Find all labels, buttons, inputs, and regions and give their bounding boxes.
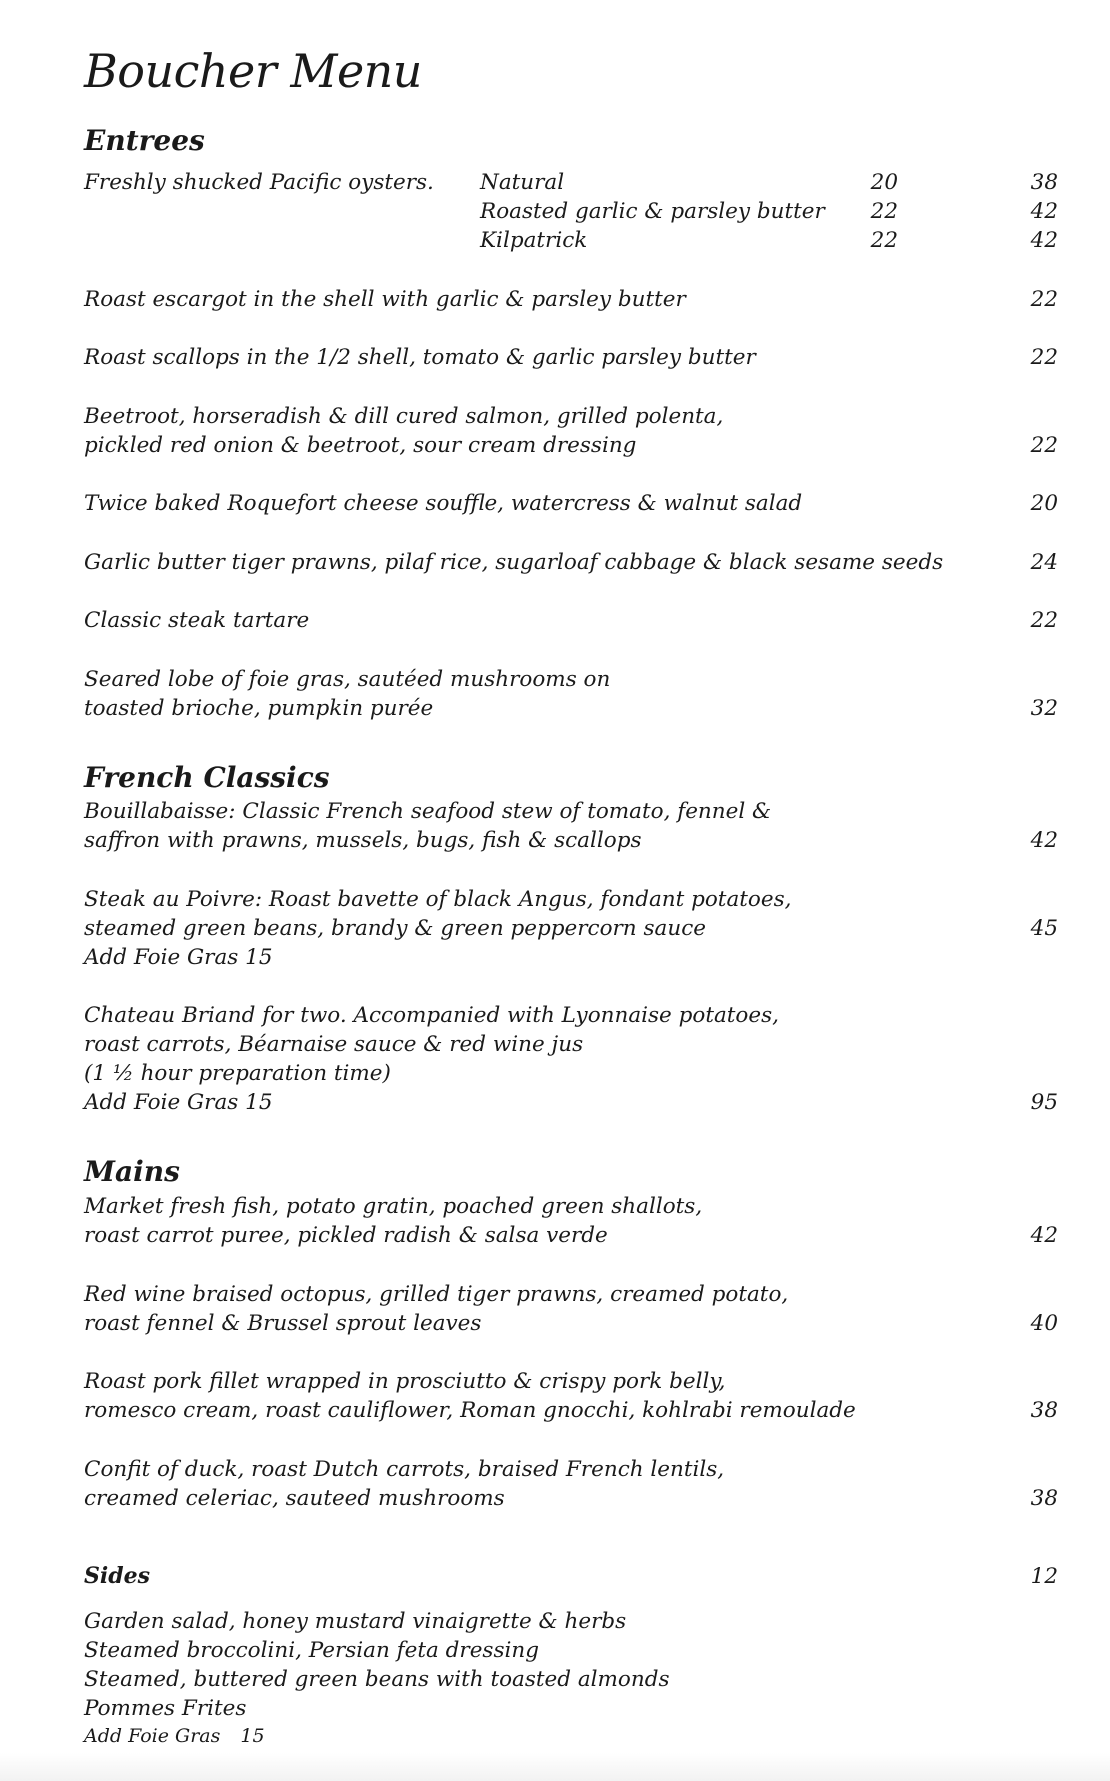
menu-item-price: 24 [1030, 550, 1058, 575]
menu-item-price: 22 [1030, 608, 1058, 633]
menu-item-line: roast fennel & Brussel sprout leaves [84, 1311, 482, 1336]
menu-item-line: Classic steak tartare [84, 608, 310, 633]
menu-item-price: 32 [1030, 696, 1058, 721]
menu-item-line: Beetroot, horseradish & dill cured salmon, grilled polenta, [84, 404, 724, 429]
menu-item-price: 42 [1030, 1223, 1058, 1248]
menu-item-line: roast carrots, Béarnaise sauce & red wine jus [84, 1032, 584, 1057]
menu-item-price: 22 [1030, 433, 1058, 458]
menu-item-price: 45 [1030, 916, 1058, 941]
menu-item-line: pickled red onion & beetroot, sour cream dressing [84, 433, 637, 458]
mains-heading: Mains [84, 1155, 180, 1188]
menu-item-line: Confit of duck, roast Dutch carrots, braised French lentils, [84, 1457, 725, 1482]
menu-item-line: (1 ½ hour preparation time) [84, 1061, 391, 1086]
menu-item-line: Add Foie Gras 15 [84, 1090, 273, 1115]
side-item: Steamed broccolini, Persian feta dressing [84, 1638, 539, 1663]
sides-addon-price: 15 [240, 1725, 265, 1747]
oyster-variant-dozen-price: 42 [1030, 228, 1058, 253]
menu-item-line: Roast escargot in the shell with garlic & parsley butter [84, 287, 686, 312]
menu-item-price: 42 [1030, 828, 1058, 853]
menu-item-line: Steak au Poivre: Roast bavette of black Angus, fondant potatoes, [84, 887, 792, 912]
menu-item-line: Roast pork fillet wrapped in prosciutto & crispy pork belly, [84, 1369, 726, 1394]
side-item: Garden salad, honey mustard vinaigrette & herbs [84, 1609, 627, 1634]
oyster-variant-name: Kilpatrick [480, 228, 588, 253]
menu-item-price: 38 [1030, 1398, 1058, 1423]
menu-item-price: 40 [1030, 1311, 1058, 1336]
menu-item-line: Seared lobe of foie gras, sautéed mushrooms on [84, 667, 611, 692]
menu-item-price: 38 [1030, 1486, 1058, 1511]
french-classics-heading: French Classics [84, 761, 330, 794]
menu-item-line: Roast scallops in the 1/2 shell, tomato & garlic parsley butter [84, 345, 756, 370]
menu-item-line: Red wine braised octopus, grilled tiger prawns, creamed potato, [84, 1282, 789, 1307]
sides-addon-label: Add Foie Gras [84, 1725, 221, 1747]
page-bottom-shade [0, 1753, 1110, 1781]
oyster-variant-half-price: 20 [870, 170, 898, 195]
menu-item-line: saffron with prawns, mussels, bugs, fish & scallops [84, 828, 642, 853]
oyster-variant-dozen-price: 38 [1030, 170, 1058, 195]
menu-item-line: creamed celeriac, sauteed mushrooms [84, 1486, 505, 1511]
oyster-variant-half-price: 22 [870, 199, 898, 224]
menu-item-line: Twice baked Roquefort cheese souffle, watercress & walnut salad [84, 491, 803, 516]
menu-item-line: romesco cream, roast cauliflower, Roman gnocchi, kohlrabi remoulade [84, 1398, 856, 1423]
menu-item-price: 95 [1030, 1090, 1058, 1115]
sides-heading: Sides [84, 1563, 151, 1589]
menu-item-price: 22 [1030, 345, 1058, 370]
side-item: Steamed, buttered green beans with toasted almonds [84, 1667, 670, 1692]
entrees-heading: Entrees [84, 124, 205, 157]
sides-addon [84, 1722, 265, 1751]
oyster-variant-dozen-price: 42 [1030, 199, 1058, 224]
oyster-variant-name: Natural [480, 170, 565, 195]
oyster-variant-name: Roasted garlic & parsley butter [480, 199, 825, 224]
side-item: Pommes Frites [84, 1696, 247, 1721]
menu-item-line: Add Foie Gras 15 [84, 945, 273, 970]
menu-item-line: Chateau Briand for two. Accompanied with Lyonnaise potatoes, [84, 1003, 779, 1028]
menu-item-line: steamed green beans, brandy & green peppercorn sauce [84, 916, 706, 941]
sides-price: 12 [1030, 1564, 1058, 1589]
menu-item-line: Bouillabaisse: Classic French seafood stew of tomato, fennel & [84, 799, 772, 824]
menu-item-line: roast carrot puree, pickled radish & salsa verde [84, 1223, 608, 1248]
menu-item-line: Garlic butter tiger prawns, pilaf rice, sugarloaf cabbage & black sesame seeds [84, 550, 944, 575]
oyster-variant-half-price: 22 [870, 228, 898, 253]
menu-item-price: 20 [1030, 491, 1058, 516]
oysters-label: Freshly shucked Pacific oysters. [84, 170, 434, 195]
menu-item-line: toasted brioche, pumpkin purée [84, 696, 434, 721]
menu-item-price: 22 [1030, 287, 1058, 312]
menu-title: Boucher Menu [84, 44, 422, 98]
menu-item-line: Market fresh fish, potato gratin, poached green shallots, [84, 1194, 703, 1219]
